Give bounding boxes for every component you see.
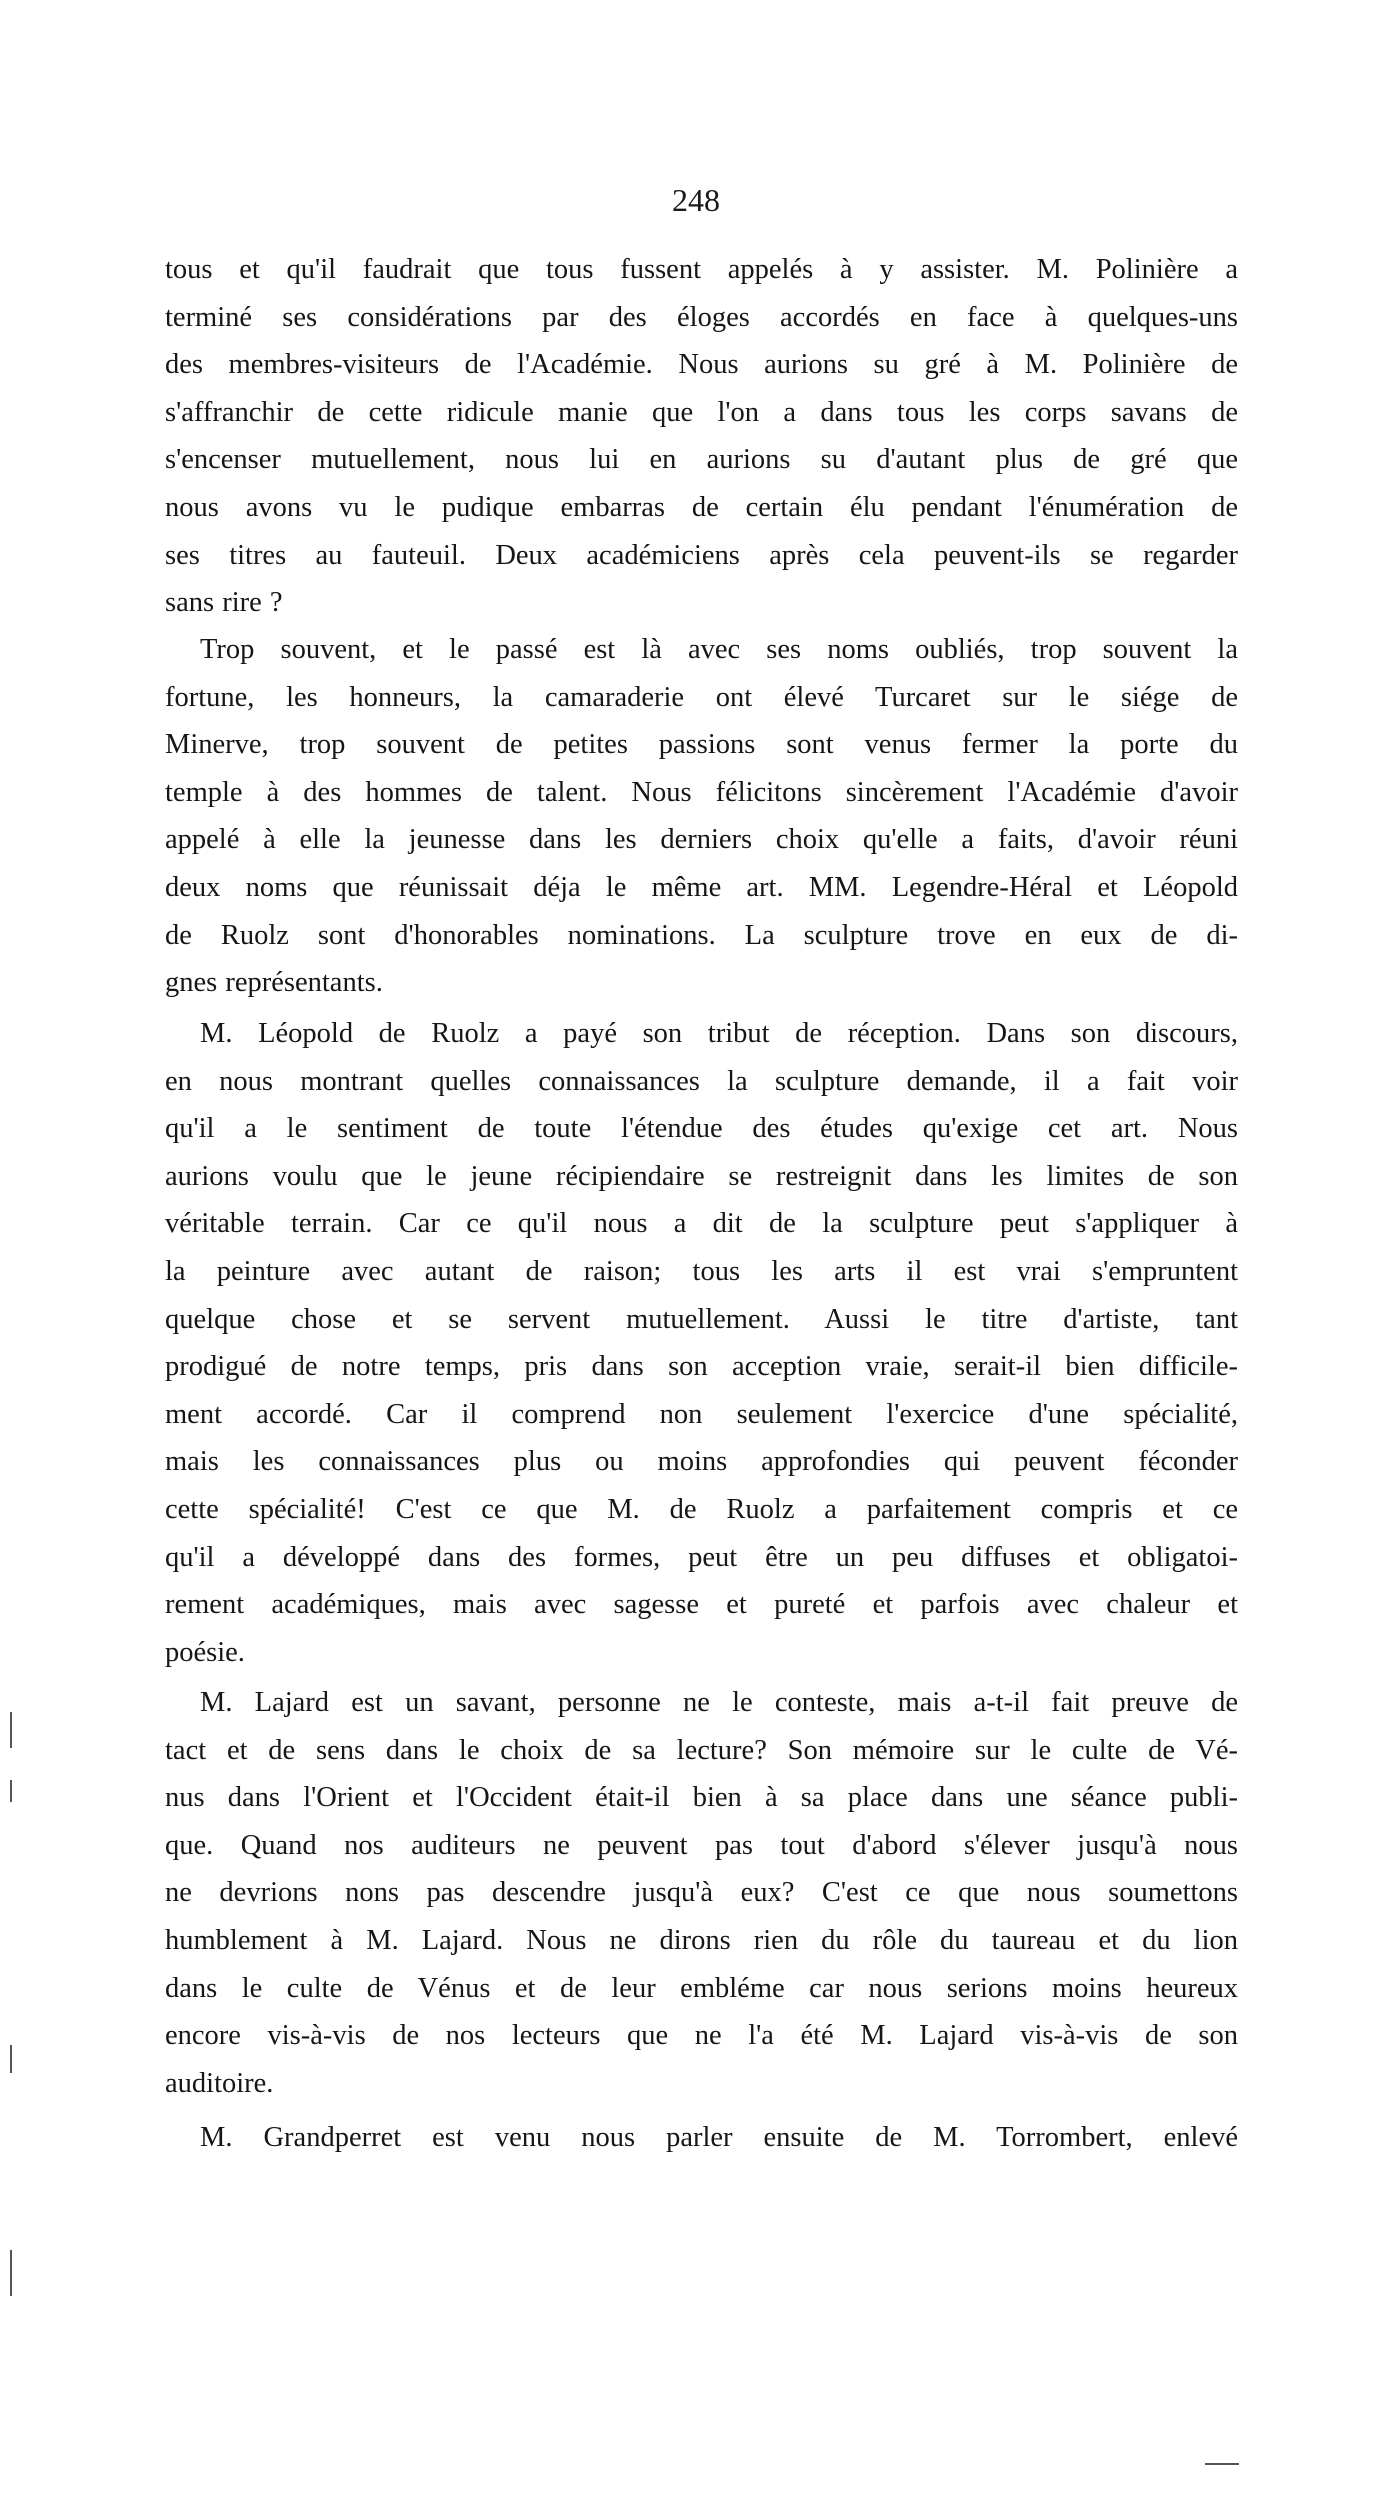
margin-mark (10, 1780, 12, 1802)
text-line: ses titres au fauteuil. Deux académiciens après cela peuvent-ils se regarder (165, 539, 1238, 571)
text-line: des membres-visiteurs de l'Académie. Nous aurions su gré à M. Polinière de (165, 349, 1238, 381)
text-line: que. Quand nos auditeurs ne peuvent pas tout d'abord s'élever jusqu'à nous (165, 1829, 1238, 1861)
text-line: mais les connaissances plus ou moins approfondies qui peuvent féconder (165, 1446, 1238, 1478)
text-line: s'affranchir de cette ridicule manie que l'on a dans tous les corps savans de (165, 396, 1238, 428)
text-line: s'encenser mutuellement, nous lui en aurions su d'autant plus de gré que (165, 444, 1238, 476)
text-line: de Ruolz sont d'honorables nominations. La sculpture trove en eux de di- (165, 919, 1238, 951)
text-line: qu'il a développé dans des formes, peut être un peu diffuses et obligatoi- (165, 1541, 1238, 1573)
text-line: terminé ses considérations par des éloges accordés en face à quelques-uns (165, 301, 1238, 333)
text-line: dans le culte de Vénus et de leur embléme car nous serions moins heureux (165, 1972, 1238, 2004)
text-line: la peinture avec autant de raison; tous les arts il est vrai s'empruntent (165, 1256, 1238, 1287)
margin-mark (10, 2045, 12, 2073)
text-line: cette spécialité! C'est ce que M. de Ruolz a parfaitement compris et ce (165, 1494, 1238, 1525)
text-line: M. Léopold de Ruolz a payé son tribut de réception. Dans son discours, (200, 1018, 1238, 1049)
text-line: fortune, les honneurs, la camaraderie ont élevé Turcaret sur le siége de (165, 681, 1238, 713)
text-line: ne devrions nons pas descendre jusqu'à eux? C'est ce que nous soumettons (165, 1877, 1238, 1909)
text-line: gnes représentants. (165, 967, 383, 999)
text-line: appelé à elle la jeunesse dans les derniers choix qu'elle a faits, d'avoir réuni (165, 824, 1238, 856)
text-line: encore vis-à-vis de nos lecteurs que ne l'a été M. Lajard vis-à-vis de son (165, 2020, 1238, 2052)
text-line: M. Grandperret est venu nous parler ensuite de M. Torrombert, enlevé (200, 2122, 1238, 2153)
text-line: humblement à M. Lajard. Nous ne dirons rien du rôle du taureau et du lion (165, 1925, 1238, 1956)
text-line: tous et qu'il faudrait que tous fussent appelés à y assister. M. Polinière a (165, 254, 1238, 285)
text-line: tact et de sens dans le choix de sa lecture? Son mémoire sur le culte de Vé- (165, 1734, 1238, 1766)
text-line: temple à des hommes de talent. Nous félicitons sincèrement l'Académie d'avoir (165, 776, 1238, 808)
margin-mark (10, 2250, 12, 2296)
page-number: 248 (672, 182, 720, 218)
text-line: poésie. (165, 1636, 245, 1668)
text-line: sans rire ? (165, 587, 283, 619)
margin-mark (1205, 2463, 1239, 2465)
text-line: Minerve, trop souvent de petites passions sont venus fermer la porte du (165, 729, 1238, 761)
text-line: quelque chose et se servent mutuellement. Aussi le titre d'artiste, tant (165, 1303, 1238, 1335)
text-line: ment accordé. Car il comprend non seulement l'exercice d'une spécialité, (165, 1398, 1238, 1430)
text-line: qu'il a le sentiment de toute l'étendue des études qu'exige cet art. Nous (165, 1113, 1238, 1145)
text-line: M. Lajard est un savant, personne ne le conteste, mais a-t-il fait preuve de (200, 1687, 1238, 1718)
text-line: en nous montrant quelles connaissances la sculpture demande, il a fait voir (165, 1065, 1238, 1097)
text-line: auditoire. (165, 2067, 274, 2099)
text-line: aurions voulu que le jeune récipiendaire se restreignit dans les limites de son (165, 1160, 1238, 1192)
text-line: véritable terrain. Car ce qu'il nous a dit de la sculpture peut s'appliquer à (165, 1208, 1238, 1240)
text-line: deux noms que réunissait déja le même art. MM. Legendre-Héral et Léopold (165, 872, 1238, 903)
text-line: prodigué de notre temps, pris dans son acception vraie, serait-il bien difficile- (165, 1351, 1238, 1383)
text-line: Trop souvent, et le passé est là avec ses noms oubliés, trop souvent la (200, 634, 1238, 665)
margin-mark (10, 1712, 12, 1748)
text-line: rement académiques, mais avec sagesse et pureté et parfois avec chaleur et (165, 1589, 1238, 1621)
text-line: nus dans l'Orient et l'Occident était-il bien à sa place dans une séance publi- (165, 1782, 1238, 1814)
text-line: nous avons vu le pudique embarras de certain élu pendant l'énumération de (165, 492, 1238, 523)
